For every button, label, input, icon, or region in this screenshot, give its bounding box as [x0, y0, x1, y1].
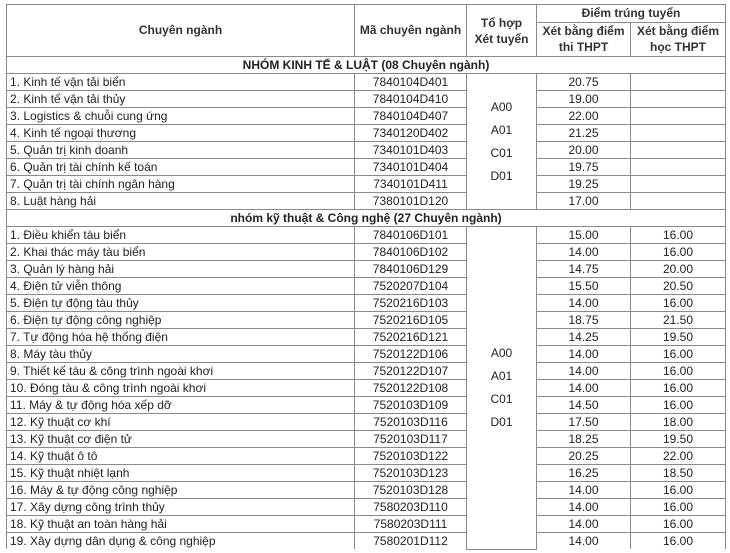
group-title: NHÓM KINH TẾ & LUẬT (08 Chuyên ngành) — [7, 57, 726, 74]
major-name: 3. Logistics & chuỗi cung ứng — [7, 108, 355, 125]
score-thpt-record: 16.00 — [631, 295, 726, 312]
major-code: 7840106D101 — [355, 227, 467, 244]
score-thpt-record: 16.00 — [631, 363, 726, 380]
score-thpt-record — [631, 193, 726, 210]
score-thpt-record: 16.00 — [631, 380, 726, 397]
major-name: 4. Kinh tế ngoại thương — [7, 125, 355, 142]
score-thpt-record: 20.00 — [631, 261, 726, 278]
table-row — [7, 397, 726, 414]
table-row — [7, 499, 726, 516]
score-thpt-exam: 14.00 — [537, 346, 631, 363]
header-major: Chuyên ngành — [7, 5, 355, 57]
major-code: 7520103D122 — [355, 448, 467, 465]
combination-code: A00 — [490, 345, 513, 360]
score-thpt-exam: 14.00 — [537, 499, 631, 516]
major-code: 7340120D402 — [355, 125, 467, 142]
table-body — [7, 57, 726, 550]
table-row — [7, 176, 726, 193]
score-thpt-exam: 18.25 — [537, 431, 631, 448]
major-code: 7520103D117 — [355, 431, 467, 448]
combination-cell — [467, 227, 537, 550]
major-name: 7. Quản trị tài chính ngân hàng — [7, 176, 355, 193]
table-row — [7, 516, 726, 533]
major-name: 7. Tự động hóa hệ thống điện — [7, 329, 355, 346]
major-code: 7520216D103 — [355, 295, 467, 312]
major-code: 7520122D108 — [355, 380, 467, 397]
table-row — [7, 295, 726, 312]
combination-code: A01 — [490, 368, 513, 383]
score-thpt-record: 16.00 — [631, 227, 726, 244]
score-thpt-record: 20.50 — [631, 278, 726, 295]
score-thpt-exam: 14.50 — [537, 397, 631, 414]
score-thpt-record — [631, 108, 726, 125]
header-code: Mã chuyên ngành — [355, 5, 467, 57]
major-code: 7520122D106 — [355, 346, 467, 363]
group-header-row — [7, 210, 726, 227]
major-code: 7380101D120 — [355, 193, 467, 210]
admission-score-table — [6, 4, 726, 550]
score-thpt-exam: 20.75 — [537, 74, 631, 91]
table-row — [7, 533, 726, 550]
score-thpt-exam: 17.50 — [537, 414, 631, 431]
score-thpt-record: 16.00 — [631, 482, 726, 499]
combination-code: A00 — [490, 99, 513, 114]
major-code: 7840104D407 — [355, 108, 467, 125]
table-row — [7, 142, 726, 159]
major-code: 7840106D102 — [355, 244, 467, 261]
combination-code: C01 — [490, 145, 513, 160]
table-row — [7, 329, 726, 346]
major-name: 8. Máy tàu thủy — [7, 346, 355, 363]
combination-code: D01 — [490, 414, 513, 429]
score-thpt-record: 22.00 — [631, 448, 726, 465]
combination-code: A01 — [490, 122, 513, 137]
table-row — [7, 465, 726, 482]
major-code: 7520216D105 — [355, 312, 467, 329]
major-name: 8. Luật hàng hải — [7, 193, 355, 210]
score-thpt-exam: 14.00 — [537, 363, 631, 380]
score-thpt-exam: 14.25 — [537, 329, 631, 346]
score-thpt-exam: 19.00 — [537, 91, 631, 108]
major-name: 13. Kỹ thuật cơ điện tử — [7, 431, 355, 448]
major-name: 5. Điện tự động tàu thủy — [7, 295, 355, 312]
table-row — [7, 244, 726, 261]
table-row — [7, 193, 726, 210]
table-row — [7, 363, 726, 380]
score-thpt-record: 16.00 — [631, 244, 726, 261]
score-thpt-record — [631, 125, 726, 142]
combination-code: D01 — [490, 168, 513, 183]
table-row — [7, 448, 726, 465]
table-row — [7, 159, 726, 176]
score-thpt-exam: 15.00 — [537, 227, 631, 244]
major-name: 10. Đóng tàu & công trình ngoài khơi — [7, 380, 355, 397]
major-name: 1. Điều khiển tàu biển — [7, 227, 355, 244]
major-code: 7840104D401 — [355, 74, 467, 91]
major-code: 7520103D128 — [355, 482, 467, 499]
major-name: 2. Khai thác máy tàu biển — [7, 244, 355, 261]
header-thpt-record: Xét bằng điểm học THPT — [631, 22, 726, 56]
major-code: 7520103D109 — [355, 397, 467, 414]
table-row — [7, 227, 726, 244]
table-row — [7, 125, 726, 142]
score-thpt-record: 16.00 — [631, 516, 726, 533]
score-thpt-record: 16.00 — [631, 346, 726, 363]
score-thpt-exam: 19.25 — [537, 176, 631, 193]
score-thpt-exam: 14.00 — [537, 482, 631, 499]
major-name: 15. Kỹ thuật nhiệt lạnh — [7, 465, 355, 482]
header-row-1 — [7, 5, 726, 23]
score-thpt-record: 18.00 — [631, 414, 726, 431]
score-thpt-record: 16.00 — [631, 499, 726, 516]
major-name: 12. Kỹ thuật cơ khí — [7, 414, 355, 431]
major-code: 7340101D403 — [355, 142, 467, 159]
score-thpt-exam: 14.00 — [537, 295, 631, 312]
major-code: 7340101D404 — [355, 159, 467, 176]
score-thpt-record — [631, 91, 726, 108]
major-code: 7520207D104 — [355, 278, 467, 295]
table-row — [7, 108, 726, 125]
combination-code: C01 — [490, 391, 513, 406]
table-row — [7, 380, 726, 397]
major-code: 7840104D410 — [355, 91, 467, 108]
table-row — [7, 261, 726, 278]
table-row — [7, 431, 726, 448]
major-name: 11. Máy & tự động hóa xếp dỡ — [7, 397, 355, 414]
major-name: 16. Máy & tự động công nghiệp — [7, 482, 355, 499]
score-thpt-exam: 20.25 — [537, 448, 631, 465]
combination-cell — [467, 74, 537, 210]
major-code: 7580203D110 — [355, 499, 467, 516]
group-header-row — [7, 57, 726, 74]
major-name: 4. Điện tử viễn thông — [7, 278, 355, 295]
major-name: 9. Thiết kế tàu & công trình ngoài khơi — [7, 363, 355, 380]
score-thpt-exam: 21.25 — [537, 125, 631, 142]
table-row — [7, 91, 726, 108]
major-name: 6. Quản trị tài chính kế toán — [7, 159, 355, 176]
major-name: 2. Kinh tế vận tải thủy — [7, 91, 355, 108]
score-thpt-record: 21.50 — [631, 312, 726, 329]
major-code: 7520103D123 — [355, 465, 467, 482]
score-thpt-record: 19.50 — [631, 431, 726, 448]
table-row — [7, 278, 726, 295]
score-thpt-record — [631, 142, 726, 159]
major-name: 6. Điện tự động công nghiệp — [7, 312, 355, 329]
score-thpt-exam: 14.00 — [537, 516, 631, 533]
score-thpt-exam: 14.00 — [537, 380, 631, 397]
score-thpt-exam: 18.75 — [537, 312, 631, 329]
major-code: 7520216D121 — [355, 329, 467, 346]
major-code: 7840106D129 — [355, 261, 467, 278]
header-cutoff: Điểm trúng tuyển — [537, 5, 726, 23]
score-thpt-exam: 19.75 — [537, 159, 631, 176]
major-name: 3. Quản lý hàng hải — [7, 261, 355, 278]
table-row — [7, 346, 726, 363]
table-row — [7, 74, 726, 91]
score-thpt-exam: 15.50 — [537, 278, 631, 295]
score-thpt-exam: 14.00 — [537, 244, 631, 261]
score-thpt-record — [631, 176, 726, 193]
header-combination: Tổ hợp Xét tuyển — [467, 5, 537, 57]
major-name: 14. Kỹ thuật ô tô — [7, 448, 355, 465]
table-row — [7, 312, 726, 329]
major-code: 7520122D107 — [355, 363, 467, 380]
header-thpt-exam: Xét bằng điểm thi THPT — [537, 22, 631, 56]
major-code: 7520103D116 — [355, 414, 467, 431]
major-name: 18. Kỹ thuật an toàn hàng hải — [7, 516, 355, 533]
table-row — [7, 482, 726, 499]
score-thpt-record: 18.50 — [631, 465, 726, 482]
major-code: 7580201D112 — [355, 533, 467, 550]
score-thpt-exam: 14.00 — [537, 533, 631, 550]
major-name: 17. Xây dựng công trình thủy — [7, 499, 355, 516]
score-thpt-exam: 20.00 — [537, 142, 631, 159]
score-thpt-record — [631, 159, 726, 176]
major-name: 1. Kinh tế vận tải biển — [7, 74, 355, 91]
score-thpt-exam: 14.75 — [537, 261, 631, 278]
major-code: 7340101D411 — [355, 176, 467, 193]
major-name: 19. Xây dựng dân dụng & công nghiệp — [7, 533, 355, 550]
score-thpt-exam: 17.00 — [537, 193, 631, 210]
score-thpt-record — [631, 74, 726, 91]
table-row — [7, 414, 726, 431]
major-name: 5. Quản trị kinh doanh — [7, 142, 355, 159]
score-thpt-record: 16.00 — [631, 397, 726, 414]
score-thpt-exam: 22.00 — [537, 108, 631, 125]
group-title: nhóm kỹ thuật & Công nghệ (27 Chuyên ngành) — [7, 210, 726, 227]
score-thpt-exam: 16.25 — [537, 465, 631, 482]
major-code: 7580203D111 — [355, 516, 467, 533]
score-thpt-record: 16.00 — [631, 533, 726, 550]
score-thpt-record: 19.50 — [631, 329, 726, 346]
